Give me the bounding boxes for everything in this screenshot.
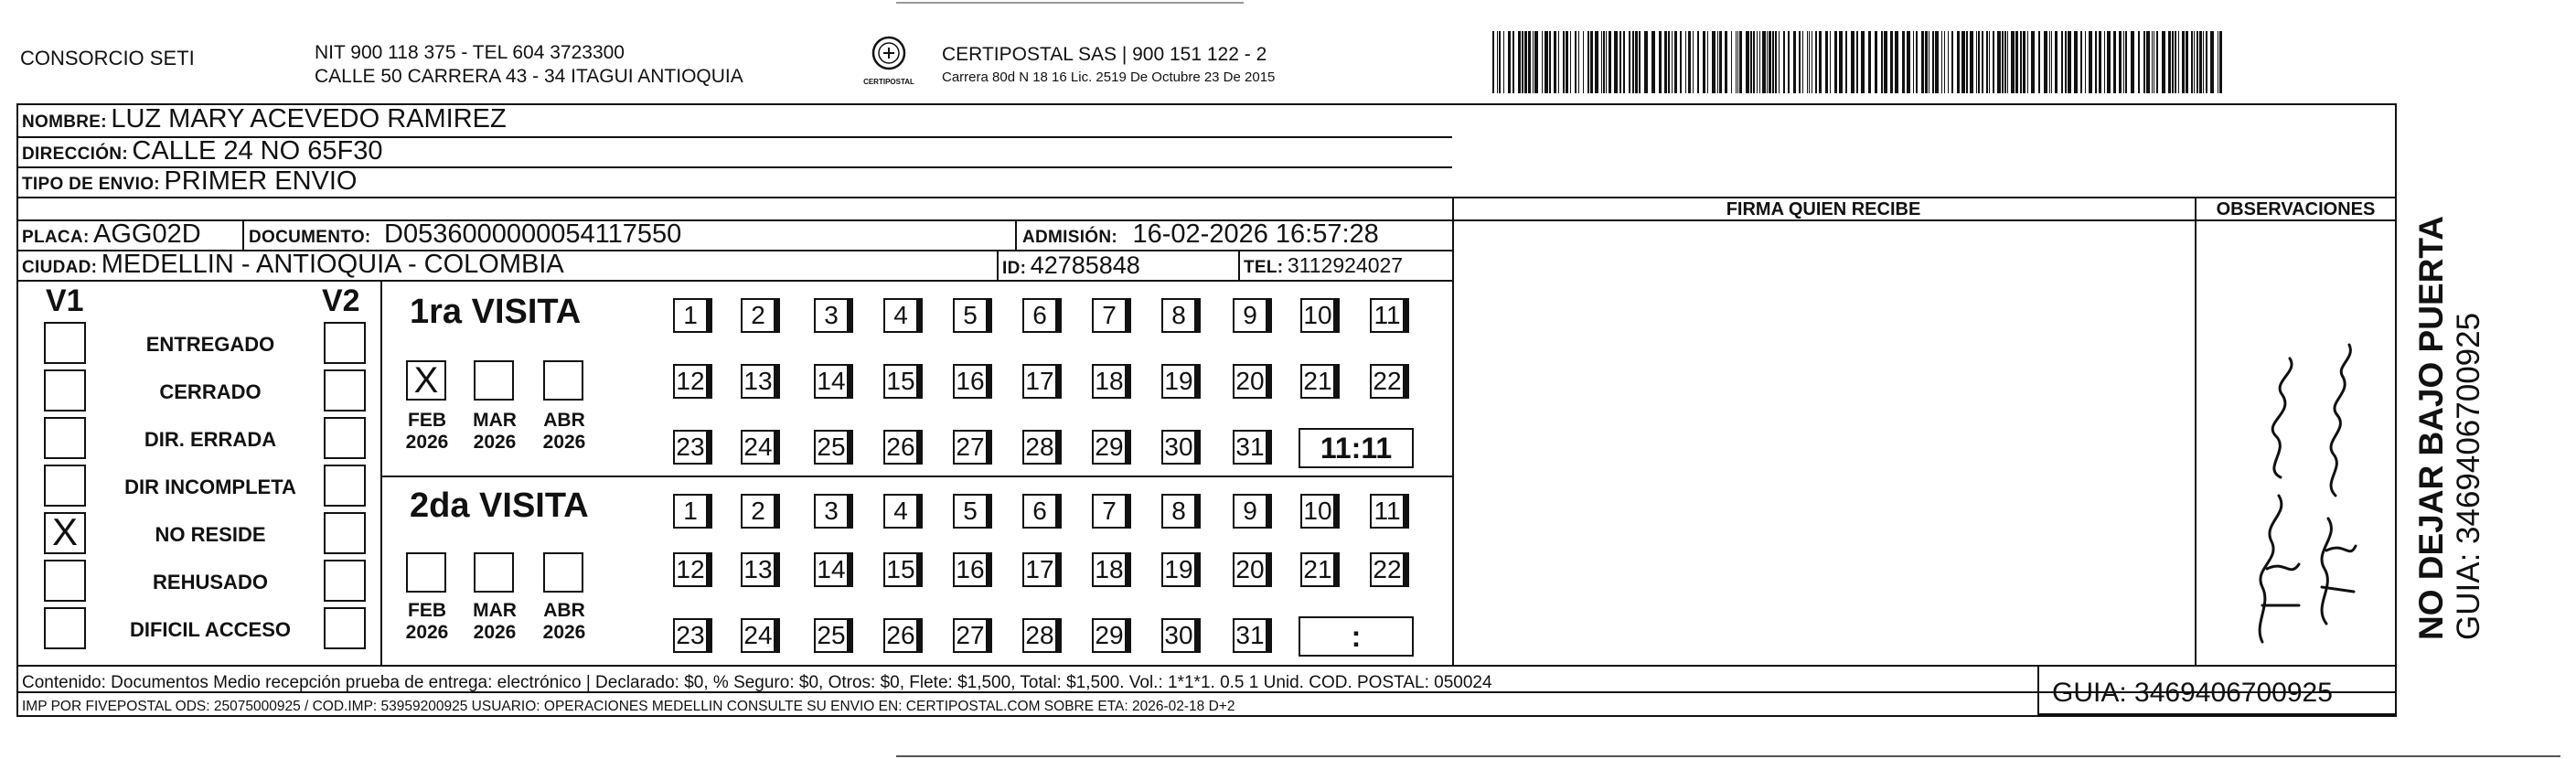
visit1-month-label xyxy=(463,410,527,454)
month-year: 2026 xyxy=(473,432,517,453)
visit1-day[interactable]: 25 xyxy=(814,430,849,465)
visit1-day[interactable]: 31 xyxy=(1233,430,1267,465)
visit2-day[interactable]: 3 xyxy=(814,494,849,529)
tel-value: 3112924027 xyxy=(1287,253,1404,277)
barcode xyxy=(1492,31,2222,93)
scan-line-bottom xyxy=(896,755,2560,757)
nombre-label: NOMBRE: xyxy=(22,112,107,132)
v1-checkbox[interactable] xyxy=(44,369,86,412)
id-value: 42785848 xyxy=(1030,251,1140,279)
visit1-day[interactable]: 29 xyxy=(1092,430,1127,465)
direccion-value: CALLE 24 NO 65F30 xyxy=(132,136,383,166)
observation-text xyxy=(2198,221,2207,222)
status-label: DIFICIL ACCESO xyxy=(129,618,291,641)
ciudad-label: CIUDAD: xyxy=(22,258,98,277)
visit2-day[interactable]: 7 xyxy=(1092,494,1127,529)
ciudad-value: MEDELLIN - ANTIOQUIA - COLOMBIA xyxy=(101,250,564,279)
side-warning-text: NO DEJAR BAJO PUERTA xyxy=(2412,216,2450,640)
visit2-day[interactable]: 20 xyxy=(1233,552,1267,587)
status-label: CERRADO xyxy=(159,380,262,403)
visit1-title: 1ra VISITA xyxy=(410,293,582,331)
nombre-value: LUZ MARY ACEVEDO RAMIREZ xyxy=(111,104,507,134)
visit2-day[interactable]: 29 xyxy=(1092,618,1127,653)
visit1-day[interactable]: 17 xyxy=(1022,364,1057,399)
visit1-day[interactable]: 6 xyxy=(1022,298,1057,333)
status-label: ENTREGADO xyxy=(145,333,275,356)
visit1-day[interactable]: 8 xyxy=(1161,298,1196,333)
visit1-day[interactable]: 2 xyxy=(741,298,775,333)
v1-checkbox[interactable] xyxy=(44,560,86,602)
month-name: FEB xyxy=(408,600,446,621)
footer-line-1: Contenido: Documentos Medio recepción prueba de entrega: electrónico | Declarado: $0, % Seguro: $0, Otros: $0, Flete: $1,500, Total: $1,500. Vol.: 1*1*1. 0.5 1 Unid. COD. POSTAL: 050024 xyxy=(22,673,1492,692)
scan-line-top xyxy=(896,2,1244,4)
visit1-day[interactable]: 5 xyxy=(953,298,988,333)
visit1-month-label xyxy=(395,410,459,454)
visit2-time[interactable]: : xyxy=(1299,616,1414,657)
month-name: ABR xyxy=(543,410,585,431)
v1-checkbox[interactable]: X xyxy=(44,512,86,554)
visit1-day[interactable]: 28 xyxy=(1022,430,1057,465)
month-year: 2026 xyxy=(542,622,586,643)
v2-checkbox[interactable] xyxy=(324,465,366,507)
visit1-month-checkbox[interactable] xyxy=(474,360,514,401)
month-year: 2026 xyxy=(542,432,586,453)
v1-checkbox[interactable] xyxy=(44,417,86,459)
direccion-label: DIRECCIÓN: xyxy=(22,144,128,164)
nit-line-1: NIT 900 118 375 - TEL 604 3723300 xyxy=(315,42,625,63)
visit2-day[interactable]: 22 xyxy=(1370,552,1405,587)
visit1-day[interactable]: 16 xyxy=(953,364,988,399)
documento-label: DOCUMENTO: xyxy=(249,228,371,247)
visit2-day[interactable]: 28 xyxy=(1022,618,1057,653)
company-name: CONSORCIO SETI xyxy=(20,47,195,69)
v2-checkbox[interactable] xyxy=(324,369,366,412)
certipostal-line-2: Carrera 80d N 18 16 Lic. 2519 De Octubre 23 De 2015 xyxy=(942,69,1276,85)
placa-value: AGG02D xyxy=(93,219,201,249)
visit1-day[interactable]: 3 xyxy=(814,298,849,333)
month-name: MAR xyxy=(473,600,517,621)
status-label: NO RESIDE xyxy=(155,523,266,546)
visit1-day[interactable]: 20 xyxy=(1233,364,1267,399)
visit1-day[interactable]: 26 xyxy=(883,430,918,465)
side-guia-text: GUIA: 3469406700925 xyxy=(2451,312,2486,640)
v1-header: V1 xyxy=(46,283,84,318)
visit2-day[interactable]: 4 xyxy=(883,494,918,529)
visit2-month-checkbox[interactable] xyxy=(406,552,446,593)
visit2-day[interactable]: 16 xyxy=(953,552,988,587)
month-year: 2026 xyxy=(473,622,517,643)
visit1-month-checkbox[interactable]: X xyxy=(406,360,446,401)
visit2-day[interactable]: 18 xyxy=(1092,552,1127,587)
certipostal-line-1: CERTIPOSTAL SAS | 900 151 122 - 2 xyxy=(942,44,1267,65)
visit2-day[interactable]: 25 xyxy=(814,618,849,653)
visit2-day[interactable]: 15 xyxy=(883,552,918,587)
v2-header: V2 xyxy=(322,283,360,318)
status-label: DIR. ERRADA xyxy=(144,428,277,451)
visit1-day[interactable]: 1 xyxy=(673,298,708,333)
visit2-day[interactable]: 13 xyxy=(741,552,775,587)
admision-label: ADMISIÓN: xyxy=(1022,228,1118,247)
v1-checkbox[interactable] xyxy=(44,607,86,649)
v2-checkbox[interactable] xyxy=(324,322,366,364)
visit1-day[interactable]: 27 xyxy=(953,430,988,465)
month-name: MAR xyxy=(473,410,517,431)
visit2-title: 2da VISITA xyxy=(410,486,589,525)
admision-value: 16-02-2026 16:57:28 xyxy=(1132,219,1379,249)
v2-checkbox[interactable] xyxy=(324,512,366,554)
visit1-day[interactable]: 30 xyxy=(1161,430,1196,465)
visit2-day[interactable]: 21 xyxy=(1300,552,1335,587)
month-year: 2026 xyxy=(405,622,449,643)
v1-checkbox[interactable] xyxy=(44,465,86,507)
visit1-day[interactable]: 23 xyxy=(673,430,708,465)
certipostal-logo xyxy=(863,35,914,102)
footer-guia-box xyxy=(2037,665,2397,715)
visit1-day[interactable]: 13 xyxy=(741,364,775,399)
v2-checkbox[interactable] xyxy=(324,560,366,602)
status-label: DIR INCOMPLETA xyxy=(124,476,296,498)
visit2-day[interactable]: 9 xyxy=(1233,494,1267,529)
visit2-day[interactable]: 10 xyxy=(1300,494,1335,529)
visit2-day[interactable]: 31 xyxy=(1233,618,1267,653)
visit2-day[interactable]: 27 xyxy=(953,618,988,653)
visit2-day[interactable]: 30 xyxy=(1161,618,1196,653)
visit2-day[interactable]: 11 xyxy=(1370,494,1405,529)
side-warning xyxy=(2412,216,2487,640)
observation-handwritten xyxy=(2198,221,2394,664)
tel-label: TEL: xyxy=(1244,258,1284,277)
visit1-day[interactable]: 15 xyxy=(883,364,918,399)
visit1-day[interactable]: 12 xyxy=(673,364,708,399)
row-nombre xyxy=(22,104,507,134)
visit1-day[interactable]: 10 xyxy=(1300,298,1335,333)
visit1-month-checkbox[interactable] xyxy=(543,360,583,401)
v2-checkbox[interactable] xyxy=(324,607,366,649)
visit2-day[interactable]: 19 xyxy=(1161,552,1196,587)
firma-header: FIRMA QUIEN RECIBE xyxy=(1726,199,1921,219)
v2-checkbox[interactable] xyxy=(324,417,366,459)
month-year: 2026 xyxy=(405,432,449,453)
placa-label: PLACA: xyxy=(22,228,90,247)
visit2-day[interactable]: 2 xyxy=(741,494,775,529)
visit2-day[interactable]: 23 xyxy=(673,618,708,653)
visit1-day[interactable]: 24 xyxy=(741,430,775,465)
visit1-day[interactable]: 9 xyxy=(1233,298,1267,333)
nit-line-2: CALLE 50 CARRERA 43 - 34 ITAGUI ANTIOQUIA xyxy=(315,66,743,87)
visit2-day[interactable]: 24 xyxy=(741,618,775,653)
visit1-day[interactable]: 11 xyxy=(1370,298,1405,333)
month-name: FEB xyxy=(408,410,446,431)
row-tipo-envio xyxy=(22,166,358,197)
visit2-day[interactable]: 8 xyxy=(1161,494,1196,529)
visit1-day[interactable]: 21 xyxy=(1300,364,1335,399)
visit2-month-checkbox[interactable] xyxy=(543,552,583,593)
visit1-month-label xyxy=(532,410,596,454)
observaciones-header: OBSERVACIONES xyxy=(2216,199,2376,219)
visit1-day[interactable]: 7 xyxy=(1092,298,1127,333)
visit2-month-checkbox[interactable] xyxy=(474,552,514,593)
row-direccion xyxy=(22,136,382,166)
visit1-day[interactable]: 18 xyxy=(1092,364,1127,399)
id-label: ID: xyxy=(1002,259,1027,278)
visit2-day[interactable]: 14 xyxy=(814,552,849,587)
signature-area[interactable] xyxy=(1456,221,2193,664)
visit1-day[interactable]: 19 xyxy=(1161,364,1196,399)
visit1-day[interactable]: 14 xyxy=(814,364,849,399)
logo-text: CERTIPOSTAL xyxy=(863,78,914,86)
documento-value: D0536000000054117550 xyxy=(384,219,682,249)
visit2-day[interactable]: 17 xyxy=(1022,552,1057,587)
visit2-day[interactable]: 5 xyxy=(953,494,988,529)
tipo-value: PRIMER ENVIO xyxy=(164,166,358,196)
visit2-month-label xyxy=(395,600,459,644)
v1-checkbox[interactable] xyxy=(44,322,86,364)
visit1-day[interactable]: 4 xyxy=(883,298,918,333)
visit2-month-label xyxy=(532,600,596,644)
visit2-month-label xyxy=(463,600,527,644)
visit1-time[interactable]: 11:11 xyxy=(1299,428,1414,468)
visit2-day[interactable]: 12 xyxy=(673,552,708,587)
visit1-day[interactable]: 22 xyxy=(1370,364,1405,399)
visit2-day[interactable]: 26 xyxy=(883,618,918,653)
footer-line-2: IMP POR FIVEPOSTAL ODS: 25075000925 / COD.IMP: 53959200925 USUARIO: OPERACIONES MEDELLIN CONSULTE SU ENVIO EN: CERTIPOSTAL.COM SOBRE ETA: 2026-02-18 D+2 xyxy=(22,699,1235,714)
status-label: REHUSADO xyxy=(153,571,268,593)
footer-guia: GUIA: 3469406700925 xyxy=(2052,678,2333,708)
visit2-day[interactable]: 1 xyxy=(673,494,708,529)
visit2-day[interactable]: 6 xyxy=(1022,494,1057,529)
month-name: ABR xyxy=(543,600,585,621)
tipo-label: TIPO DE ENVIO: xyxy=(22,175,160,194)
